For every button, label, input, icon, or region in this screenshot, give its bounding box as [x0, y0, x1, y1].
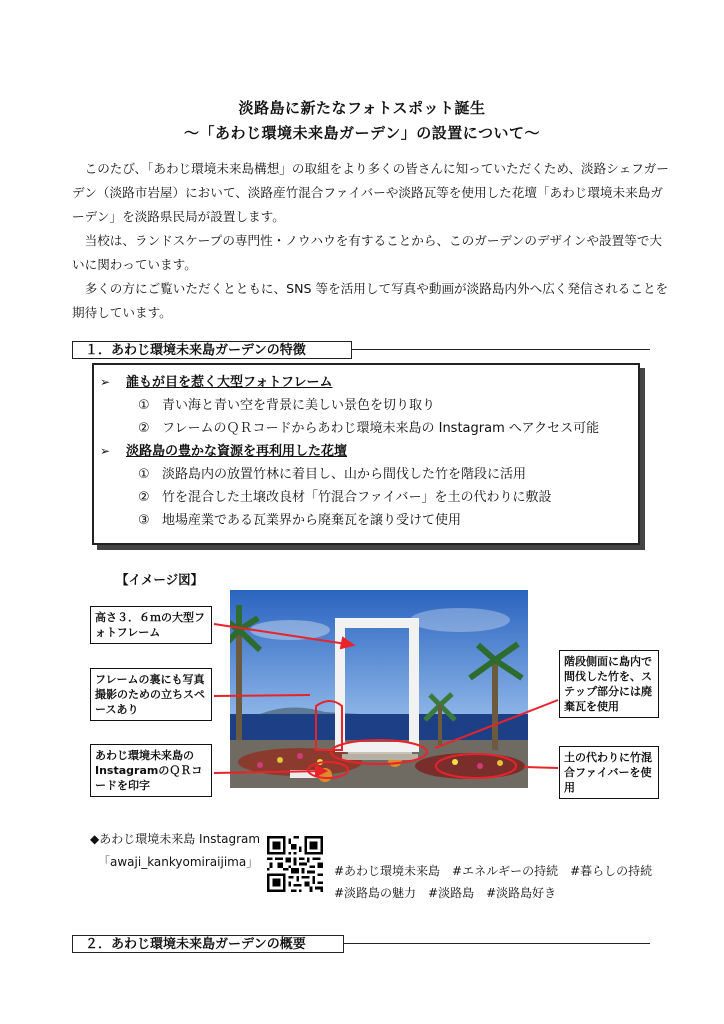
callout-bamboo-fiber: 土の代わりに竹混合ファイバーを使用: [559, 746, 659, 799]
list-item: [100, 394, 638, 417]
item-text: フレームのＱＲコードからあわじ環境未来島の Instagram へアクセス可能: [162, 421, 600, 436]
item-text: 淡路島内の放置竹林に着目し、山から間伐した竹を階段に活用: [162, 467, 527, 482]
item-number: ②: [138, 421, 150, 436]
image-label: 【イメージ図】: [116, 572, 204, 587]
callout-standing-space: フレームの裏にも写真撮影のための立ちスペースあり: [90, 668, 212, 721]
hashtags-line-2: #淡路島の魅力 #淡路島 #淡路島好き: [334, 886, 557, 900]
hashtags: [334, 860, 652, 904]
intro-paragraph-2: 当校は、ランドスケープの専門性・ノウハウを有することから、このガーデンのデザインや設置等で大いに関わっています。: [72, 233, 663, 272]
list-item: [100, 486, 638, 509]
intro-paragraph-3: 多くの方にご覧いただくとともに、SNS 等を活用して写真や動画が淡路島内外へ広く発信されることを期待しています。: [72, 281, 669, 320]
intro-paragraph-1: このたび、「あわじ環境未来島構想」の取組をより多くの皆さんに知っていただくため、淡路シェフガーデン（淡路市岩屋）において、淡路産竹混合ファイバーや淡路瓦等を使用した花壇「あわじ環境未来島ガーデン」を淡路県民局が設置します。: [72, 161, 669, 224]
garden-photo: [230, 590, 528, 788]
item-text: 青い海と青い空を背景に美しい景色を切り取り: [162, 398, 436, 413]
instagram-account[interactable]: 「awaji_kankyomiraijima」: [98, 855, 259, 869]
feature-box: [92, 363, 640, 545]
title-line-2: ～「あわじ環境未来島ガーデン」の設置について～: [184, 124, 540, 142]
callout-qr-code: あわじ環境未来島のInstagramのＱＲコードを印字: [90, 744, 212, 797]
title-line-1: 淡路島に新たなフォトスポット誕生: [238, 99, 486, 117]
item-number: ②: [138, 490, 150, 505]
arrow-bullet-icon: ➢: [100, 444, 111, 458]
item-text: 地場産業である瓦業界から廃棄瓦を譲り受けて使用: [162, 513, 462, 528]
instagram-label: ◆あわじ環境未来島 Instagram: [90, 832, 261, 846]
item-number: ①: [138, 467, 150, 482]
item-text: 竹を混合した土壌改良材「竹混合ファイバー」を土の代わりに敷設: [162, 490, 552, 505]
section-2-rule: [344, 943, 650, 944]
feature-group-1-head: [100, 371, 638, 394]
intro-text: [72, 157, 672, 325]
item-number: ③: [138, 513, 150, 528]
list-item: [100, 417, 638, 440]
callout-photo-frame: 高さ３．６ｍの大型フォトフレーム: [90, 606, 212, 644]
list-item: [100, 509, 638, 532]
callout-stairs: 階段側面に島内で間伐した竹を、ステップ部分には廃棄瓦を使用: [559, 650, 659, 718]
hashtags-line-1: #あわじ環境未来島 #エネルギーの持続 #暮らしの持続: [334, 864, 653, 878]
section-1-heading: １．あわじ環境未来島ガーデンの特徴: [72, 341, 352, 359]
list-item: [100, 463, 638, 486]
feature-group-title: 誰もが目を惹く大型フォトフレーム: [126, 375, 333, 390]
section-2-heading: ２．あわじ環境未来島ガーデンの概要: [72, 935, 344, 953]
feature-group-2-head: [100, 440, 638, 463]
feature-group-title: 淡路島の豊かな資源を再利用した花壇: [126, 444, 348, 459]
section-1-rule: [352, 349, 650, 350]
item-number: ①: [138, 398, 150, 413]
qr-code-icon[interactable]: [267, 836, 323, 892]
arrow-bullet-icon: ➢: [100, 375, 111, 389]
